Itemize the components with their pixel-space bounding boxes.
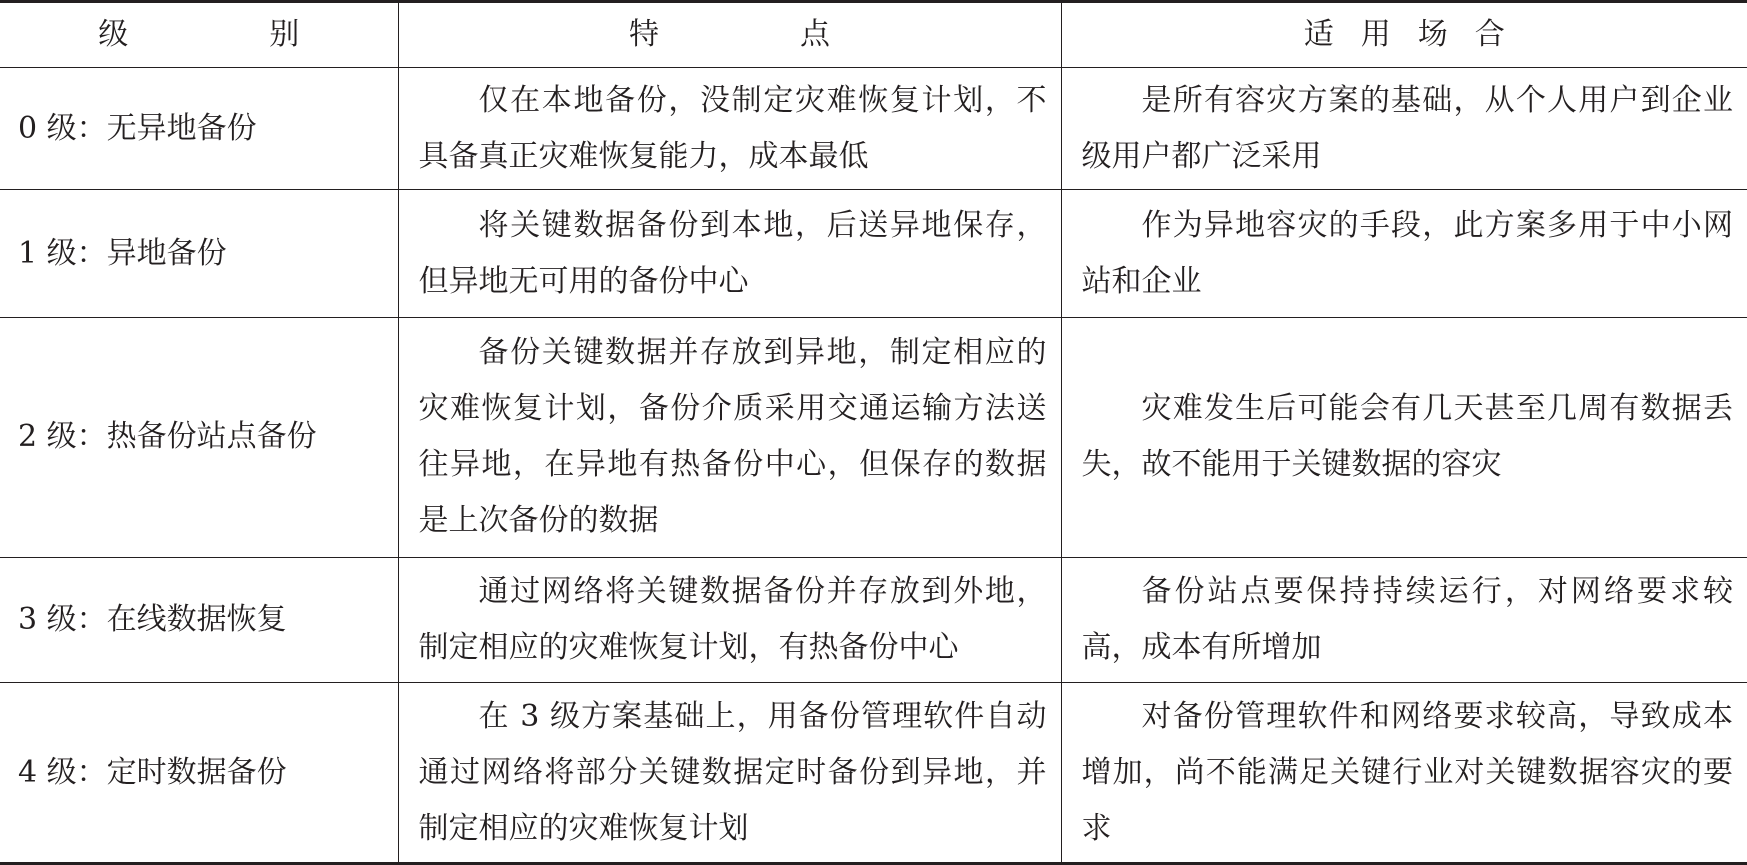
table-row [0, 68, 1747, 190]
header-feature [398, 2, 1061, 68]
table-body [0, 68, 1747, 864]
level-cell: 2 级：热备份站点备份 [0, 318, 398, 557]
header-feature-label: 特 点 [629, 17, 857, 52]
header-scene-label: 适用场合 [1303, 17, 1532, 52]
scene-cell: 作为异地容灾的手段，此方案多用于中小网站和企业 [1061, 190, 1747, 318]
scene-cell: 是所有容灾方案的基础，从个人用户到企业级用户都广泛采用 [1061, 68, 1747, 190]
feature-cell: 仅在本地备份，没制定灾难恢复计划，不具备真正灾难恢复能力，成本最低 [398, 68, 1061, 190]
header-level-label: 级 别 [98, 17, 327, 52]
level-cell: 3 级：在线数据恢复 [0, 557, 398, 683]
scene-cell: 备份站点要保持持续运行，对网络要求较高，成本有所增加 [1061, 557, 1747, 683]
feature-cell: 将关键数据备份到本地，后送异地保存，但异地无可用的备份中心 [398, 190, 1061, 318]
table-row [0, 557, 1747, 683]
table-row [0, 683, 1747, 864]
header-level [0, 2, 398, 68]
feature-cell: 在 3 级方案基础上，用备份管理软件自动通过网络将部分关键数据定时备份到异地，并制定相应的灾难恢复计划 [398, 683, 1061, 864]
table-row [0, 190, 1747, 318]
table-row [0, 318, 1747, 557]
level-cell: 4 级：定时数据备份 [0, 683, 398, 864]
feature-cell: 备份关键数据并存放到异地，制定相应的灾难恢复计划，备份介质采用交通运输方法送往异地，在异地有热备份中心，但保存的数据是上次备份的数据 [398, 318, 1061, 557]
level-cell: 1 级：异地备份 [0, 190, 398, 318]
feature-cell: 通过网络将关键数据备份并存放到外地，制定相应的灾难恢复计划，有热备份中心 [398, 557, 1061, 683]
scene-cell: 对备份管理软件和网络要求较高，导致成本增加，尚不能满足关键行业对关键数据容灾的要求 [1061, 683, 1747, 864]
header-scene [1061, 2, 1747, 68]
level-cell: 0 级：无异地备份 [0, 68, 398, 190]
header-row [0, 2, 1747, 68]
scene-cell: 灾难发生后可能会有几天甚至几周有数据丢失，故不能用于关键数据的容灾 [1061, 318, 1747, 557]
table-header [0, 2, 1747, 68]
